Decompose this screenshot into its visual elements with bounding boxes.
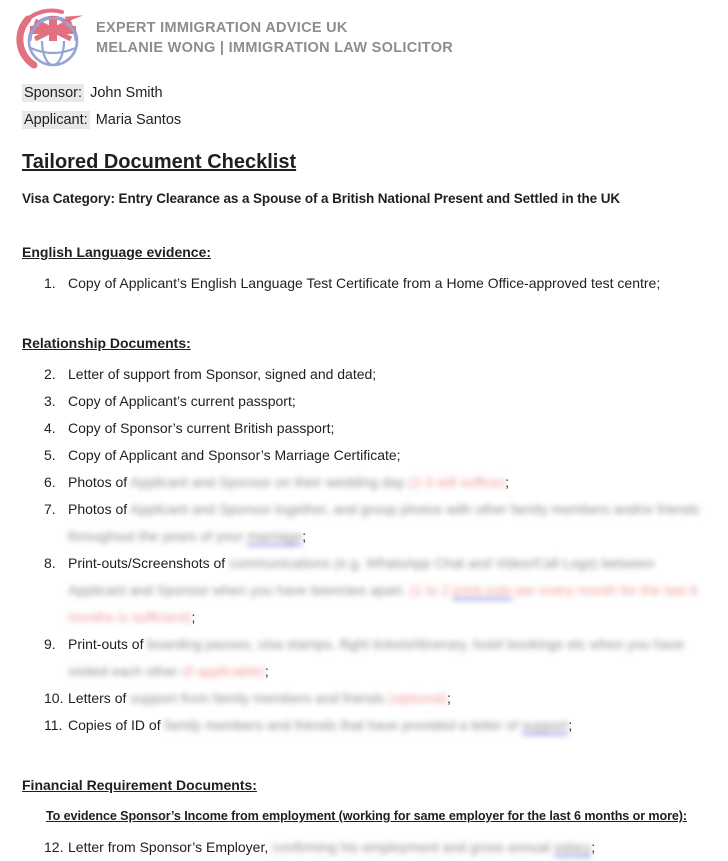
item-text: ; xyxy=(264,663,269,679)
brand-name: EXPERT IMMIGRATION ADVICE UK xyxy=(96,20,348,36)
item-text: Letters of xyxy=(68,690,131,706)
checklist-items xyxy=(0,361,728,739)
checklist xyxy=(0,242,728,861)
item-text: Print-outs/Screenshots of xyxy=(68,555,230,571)
item-text: ; xyxy=(302,528,307,544)
sponsor-label: Sponsor: xyxy=(24,85,83,101)
sponsor-line xyxy=(22,86,728,101)
item-text: Letter of support from Sponsor, signed and dated; xyxy=(68,366,377,382)
sponsor-name: John Smith xyxy=(90,85,163,101)
item-number: 5. xyxy=(44,447,56,463)
checklist-item xyxy=(0,388,728,415)
section-heading: Financial Requirement Documents: xyxy=(22,777,257,793)
section-heading: English Language evidence: xyxy=(22,244,212,260)
item-text: Copy of Applicant and Sponsor’s Marriage Certificate; xyxy=(68,447,401,463)
item-number: 2. xyxy=(44,366,56,382)
redacted-text: support from family members and friends xyxy=(130,690,389,706)
page-title: Tailored Document Checklist xyxy=(22,151,297,173)
item-text: Photos of xyxy=(68,501,131,517)
checklist-item xyxy=(0,685,728,712)
section-heading: Relationship Documents: xyxy=(22,335,191,351)
checklist-items xyxy=(0,834,728,861)
visa-category: Visa Category: Entry Clearance as a Spouse of a British National Present and Settled in the UK xyxy=(22,191,621,206)
item-text: Copies of ID of xyxy=(68,717,165,733)
checklist-item xyxy=(0,712,728,739)
section-subheading: To evidence Sponsor’s Income from employment (working for same employer for the last 6 months or more): xyxy=(46,809,687,823)
redacted-text: Applicant and Sponsor on their wedding day xyxy=(130,474,409,490)
redacted-text: salary xyxy=(553,839,592,855)
item-number: 9. xyxy=(44,636,56,652)
redacted-text: (2-3 will suffice) xyxy=(408,474,506,490)
item-number: 8. xyxy=(44,555,56,571)
item-number: 3. xyxy=(44,393,56,409)
checklist-items xyxy=(0,270,728,297)
redacted-text: (1 to 2 xyxy=(409,582,454,598)
redacted-text: marriage xyxy=(247,528,303,544)
globe-flag-plane-logo-icon xyxy=(10,6,90,70)
item-text: Print-outs of xyxy=(68,636,148,652)
item-text: ; xyxy=(446,690,451,706)
redacted-text: (if applicable) xyxy=(181,663,265,679)
redacted-text: confirming his employment and gross annual xyxy=(272,839,554,855)
redacted-text: (optional) xyxy=(388,690,447,706)
checklist-item xyxy=(0,834,728,861)
redacted-text: family members and friends that have provided a letter of xyxy=(164,717,522,733)
item-text: Copy of Sponsor’s current British passport; xyxy=(68,420,335,436)
redacted-text: print-outs xyxy=(453,582,512,598)
checklist-item xyxy=(0,496,728,550)
item-number: 12. xyxy=(44,839,64,855)
item-text: ; xyxy=(568,717,573,733)
item-text: ; xyxy=(591,839,596,855)
redacted-text: boarding passes, visa stamps, flight tickets/itinerary, hotel bookings etc when you have visited each other xyxy=(68,636,688,679)
item-text: Letter from Sponsor’s Employer, xyxy=(68,839,273,855)
item-number: 6. xyxy=(44,474,56,490)
brand-tagline: MELANIE WONG | IMMIGRATION LAW SOLICITOR xyxy=(96,40,454,56)
item-number: 11. xyxy=(44,717,63,733)
item-text: ; xyxy=(505,474,510,490)
applicant-line xyxy=(22,113,728,128)
checklist-item xyxy=(0,550,728,631)
item-text: Photos of xyxy=(68,474,131,490)
item-number: 7. xyxy=(44,501,56,517)
checklist-item xyxy=(0,469,728,496)
redacted-text: communications (e.g. WhatsApp Chat and Video/Call Logs) between Applicant and Sponsor when you have been/are apart. xyxy=(68,555,658,598)
checklist-item xyxy=(0,631,728,685)
checklist-item xyxy=(0,442,728,469)
parties-block xyxy=(22,86,728,128)
brand-block xyxy=(96,18,453,58)
letterhead xyxy=(0,0,728,70)
item-text: Copy of Applicant’s English Language Test Certificate from a Home Office-approved test centre; xyxy=(68,275,661,291)
item-text: Copy of Applicant’s current passport; xyxy=(68,393,296,409)
item-number: 1. xyxy=(44,275,56,291)
item-text: ; xyxy=(191,609,196,625)
redacted-text: Applicant and Sponsor together, and group photos with other family members and/or friends throughout the years of your xyxy=(68,501,704,544)
checklist-item xyxy=(0,270,728,297)
checklist-item xyxy=(0,361,728,388)
applicant-name: Maria Santos xyxy=(95,112,182,128)
item-number: 10. xyxy=(44,690,64,706)
item-number: 4. xyxy=(44,420,56,436)
applicant-label: Applicant: xyxy=(24,112,88,128)
redacted-text: support xyxy=(521,717,569,733)
redacted-text: per every month for the last 6 months is sufficient) xyxy=(68,582,702,625)
checklist-item xyxy=(0,415,728,442)
